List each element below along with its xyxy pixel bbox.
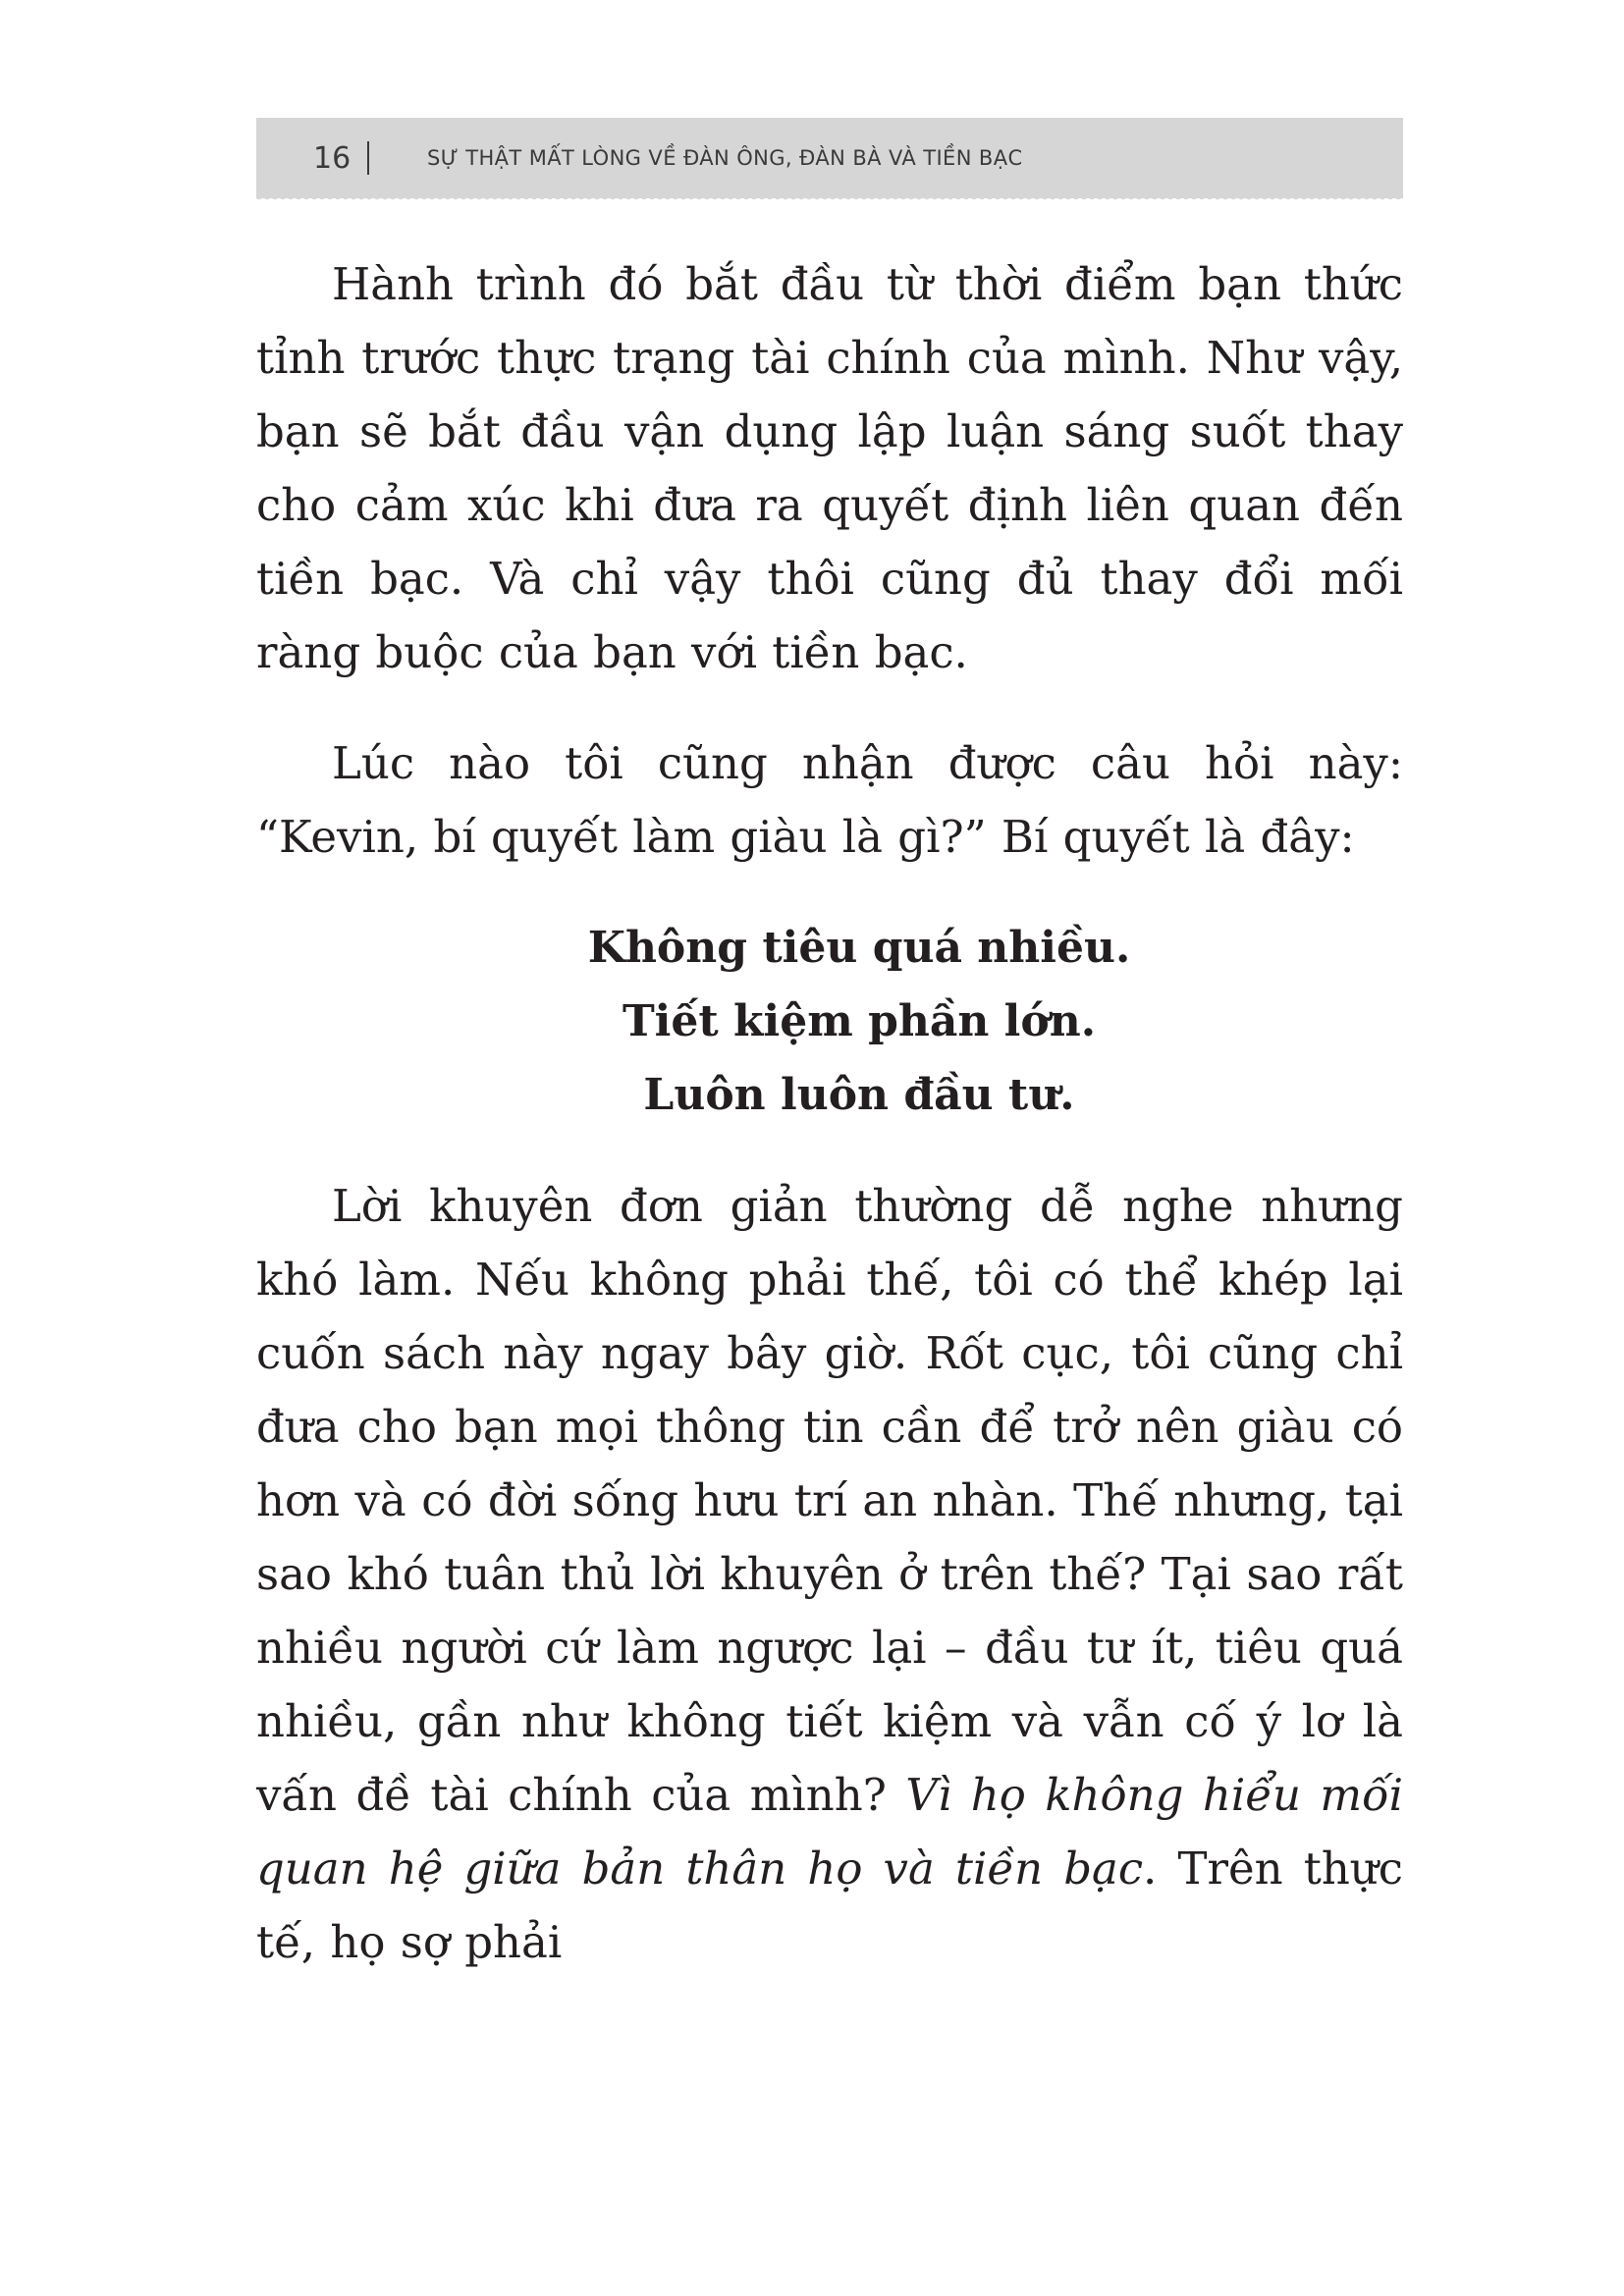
maxim-line: Không tiêu quá nhiều. [587, 923, 1131, 973]
page-body [256, 247, 1403, 1979]
maxim-line: Luôn luôn đầu tư. [643, 1070, 1075, 1120]
maxims-block [256, 911, 1403, 1132]
paragraph-3-emphasis: Vì họ không hiểu mối quan hệ giữa bản thân họ và tiền bạc [256, 1769, 1404, 1895]
maxim-line: Tiết kiệm phần lớn. [622, 996, 1097, 1046]
paragraph-3-text: Lời khuyên đơn giản thường dễ nghe nhưng khó làm. Nếu không phải thế, tôi có thể khép lại cuốn sách này ngay bây giờ. Rốt cục, tôi cũng chỉ đưa cho bạn mọi thông tin cần để trở nên giàu có hơn và có đời sống hưu trí an nhàn. Thế nhưng, tại sao khó tuân thủ lời khuyên ở trên thế? Tại sao rất nhiều người cứ làm ngược lại – đầu tư ít, tiêu quá nhiều, gần như không tiết kiệm và vẫn cố ý lơ là vấn đề tài chính của mình? [256, 1180, 1403, 1821]
running-title: SỰ THẬT MẤT LÒNG VỀ ĐÀN ÔNG, ĐÀN BÀ VÀ TIỀN BẠC [427, 146, 1023, 170]
page-number: 16 [313, 140, 352, 176]
paragraph-3 [256, 1169, 1403, 1979]
paragraph-spacer [256, 1132, 1403, 1169]
paragraph-2: Lúc nào tôi cũng nhận được câu hỏi này: “Kevin, bí quyết làm giàu là gì?” Bí quyết là đây: [256, 737, 1403, 863]
paragraph-3-continuation: . Trên thực tế, họ sợ phải [256, 1842, 1403, 1968]
paragraph-1: Hành trình đó bắt đầu từ thời điểm bạn thức tỉnh trước thực trạng tài chính của mình. Như vậy, bạn sẽ bắt đầu vận dụng lập luận sáng suốt thay cho cảm xúc khi đưa ra quyết định liên quan đến tiền bạc. Và chỉ vậy thôi cũng đủ thay đổi mối ràng buộc của bạn với tiền bạc. [256, 258, 1403, 678]
header-divider [367, 141, 369, 175]
paragraph-spacer [256, 874, 1403, 911]
paragraph-spacer [256, 689, 1403, 726]
running-header [256, 118, 1403, 198]
